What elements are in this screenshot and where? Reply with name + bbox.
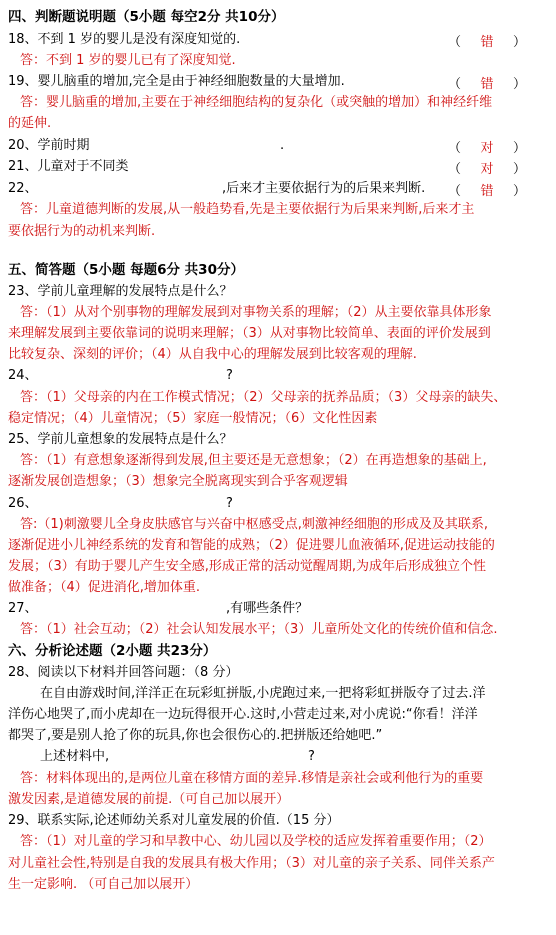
answer-mark-20: （ 对 ） — [447, 141, 526, 156]
answer-mark-19: （ 错 ） — [447, 77, 526, 92]
question-22-end: ,后来才主要依据行为的后果来判断. — [222, 181, 426, 196]
section-judge-title: 四、判断题说明题（5小题 每空2分 共10分） — [8, 9, 285, 25]
answer-23-line2: 来理解发展到主要依靠词的说明来理解；（3）从对事物比较简单、表面的评价发展到 — [8, 326, 491, 341]
answer-29-line2: 对儿童社会性,特别是自我的发展具有极大作用；（3）对儿童的亲子关系、同伴关系产 — [8, 856, 495, 871]
answer-18: 答：不到 1 岁的婴儿已有了深度知觉. — [20, 53, 236, 68]
question-18: 18、不到 1 岁的婴儿是没有深度知觉的. — [8, 32, 241, 47]
question-23: 23、学前儿童理解的发展特点是什么？ — [8, 284, 233, 299]
answer-19-line1: 答：婴儿脑重的增加,主要在于神经细胞结构的复杂化（或突触的增加）和神经纤维 — [20, 95, 493, 110]
answer-27: 答：（1）社会互动；（2）社会认知发展水平；（3）儿童所处文化的传统价值和信念. — [20, 622, 498, 637]
question-20: 20、学前时期 — [8, 138, 90, 153]
answer-26-line2: 逐渐促进小儿神经系统的发育和智能的成熟；（2）促进婴儿血液循环,促进运动技能的 — [8, 538, 495, 553]
answer-22-line1: 答：儿童道德判断的发展,从一般趋势看,先是主要依据行为后果来判断,后来才主 — [20, 202, 475, 217]
section-essay-title: 六、分析论述题（2小题 共23分） — [8, 643, 217, 659]
material-28-line3: 都哭了,要是别人抢了你的玩具,你也会很伤心的.把拼版还给她吧.” — [8, 728, 383, 743]
answer-mark-18: （ 错 ） — [447, 35, 526, 50]
question-19: 19、婴儿脑重的增加,完全是由于神经细胞数量的大量增加. — [8, 74, 345, 89]
answer-mark-21: （ 对 ） — [447, 162, 526, 177]
answer-25-line1: 答：（1）有意想象逐渐得到发展,但主要还是无意想象；（2）在再造想象的基础上, — [20, 453, 487, 468]
answer-23-line3: 比较复杂、深刻的评价；（4）从自我中心的理解发展到比较客观的理解. — [8, 347, 417, 362]
answer-19-line2: 的延伸. — [8, 116, 52, 131]
answer-24-line1: 答：（1）父母亲的内在工作模式情况；（2）父母亲的抚养品质；（3）父母亲的缺失、 — [20, 390, 507, 405]
answer-24-line2: 稳定情况；（4）儿童情况；（5）家庭一般情况；（6）文化性因素 — [8, 411, 378, 426]
question-29: 29、联系实际,论述师幼关系对儿童发展的价值.（15 分） — [8, 813, 340, 828]
answer-mark-22: （ 错 ） — [447, 184, 526, 199]
answer-26-line3: 发展；（3）有助于婴儿产生安全感,形成正常的活动觉醒周期,为成年后形成独立个性 — [8, 559, 487, 574]
question-25: 25、学前儿童想象的发展特点是什么？ — [8, 432, 233, 447]
answer-25-line2: 逐渐发展创造想象；（3）想象完全脱离现实到合乎客观逻辑 — [8, 474, 348, 489]
answer-28-line1: 答：材料体现出的,是两位儿童在移情方面的差异.移情是亲社会或利他行为的重要 — [20, 771, 484, 786]
question-21: 21、儿童对于不同类 — [8, 159, 129, 174]
question-26: 26、 — [8, 496, 38, 511]
material-28-line1: 在自由游戏时间,洋洋正在玩彩虹拼版,小虎跑过来,一把将彩虹拼版夺了过去.洋 — [40, 686, 486, 701]
section-short-title: 五、简答题（5小题 每题6分 共30分） — [8, 262, 244, 278]
question-28-prompt-end: ? — [308, 749, 315, 764]
question-28: 28、阅读以下材料并回答问题：（8 分） — [8, 665, 239, 680]
answer-22-line2: 要依据行为的动机来判断. — [8, 224, 156, 239]
answer-28-line2: 激发因素,是道德发展的前提.（可自己加以展开） — [8, 792, 290, 807]
question-28-prompt: 上述材料中, — [40, 749, 110, 764]
answer-26-line4: 做准备；（4）促进消化,增加体重. — [8, 580, 201, 595]
question-27: 27、 — [8, 601, 38, 616]
question-24: 24、 — [8, 368, 38, 383]
question-22: 22、 — [8, 181, 38, 196]
answer-23-line1: 答：（1）从对个别事物的理解发展到对事物关系的理解；（2）从主要依靠具体形象 — [20, 305, 492, 320]
answer-29-line3: 生一定影响. （可自己加以展开） — [8, 877, 199, 892]
question-24-end: ? — [226, 368, 233, 383]
answer-29-line1: 答：（1）对儿童的学习和早教中心、幼儿园以及学校的适应发挥着重要作用；（2） — [20, 834, 492, 849]
question-20-end: . — [280, 138, 285, 153]
answer-26-line1: 答:（1)刺激婴儿全身皮肤感官与兴奋中枢感受点,刺激神经细胞的形成及及其联系, — [20, 517, 488, 532]
question-26-end: ? — [226, 496, 233, 511]
question-27-end: ,有哪些条件？ — [226, 601, 309, 616]
material-28-line2: 洋伤心地哭了,而小虎却在一边玩得很开心.这时,小营走过来,对小虎说:“你看！洋洋 — [8, 707, 478, 722]
